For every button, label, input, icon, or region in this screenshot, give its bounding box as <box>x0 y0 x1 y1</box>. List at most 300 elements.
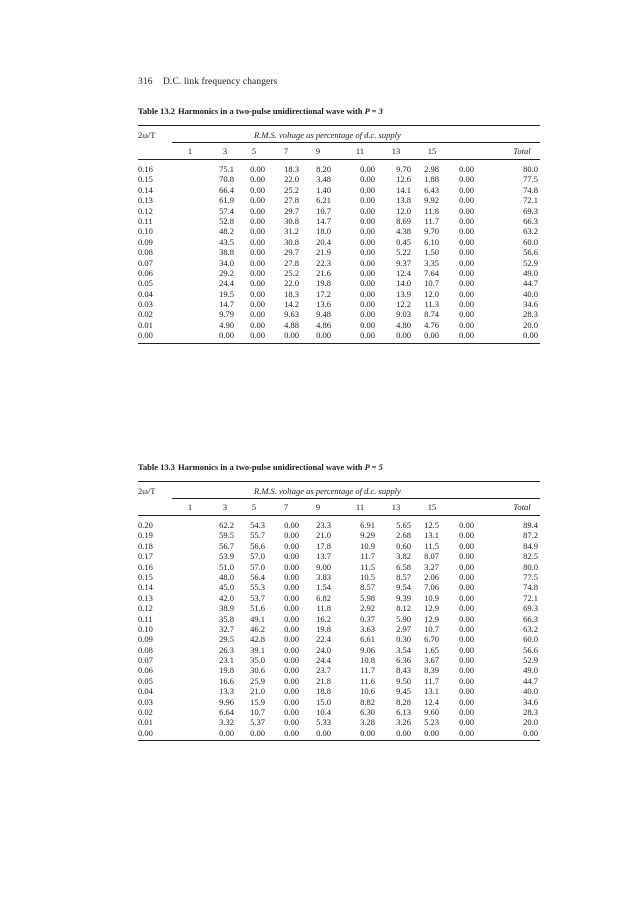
table-cell: 11.8 <box>316 603 331 614</box>
table-cell: 0.00 <box>316 330 331 341</box>
table-cell: 12.4 <box>424 696 439 707</box>
row-key-cell: 0.16 <box>138 561 153 572</box>
row-key-cell: 0.20 <box>138 520 153 530</box>
table-cell: 0.00 <box>284 582 299 593</box>
table-cell: 12.9 <box>424 613 439 624</box>
table-cell: 13.7 <box>316 551 331 562</box>
table-cell: 0.00 <box>284 592 299 603</box>
table-cell: 5.33 <box>316 717 331 728</box>
table-cell: 56.6 <box>523 247 538 258</box>
table-cell: 4.88 <box>284 319 299 330</box>
caption-text: Harmonics in a two-pulse unidirectional wave with <box>178 462 363 472</box>
table-cell: 0.00 <box>360 330 375 341</box>
table-cell: 60.0 <box>523 634 538 645</box>
table-cell: 13.1 <box>424 686 439 697</box>
table-cell: 0.00 <box>459 603 474 614</box>
table-cell: 57.4 <box>219 205 234 216</box>
column-header-rule <box>138 515 540 516</box>
table-cell: 87.2 <box>523 530 538 541</box>
table-cell: 61.9 <box>219 195 234 206</box>
table-cell: 82.5 <box>523 551 538 562</box>
table-cell: 0.00 <box>284 696 299 707</box>
table-cell: 0.00 <box>459 727 474 738</box>
table-cell: 38.9 <box>219 603 234 614</box>
row-key-cell: 0.04 <box>138 686 153 697</box>
table-cell: 0.00 <box>250 236 265 247</box>
table-cell: 3.82 <box>396 551 411 562</box>
table-row <box>138 614 540 624</box>
table-cell: 51.0 <box>219 561 234 572</box>
table-cell: 0.00 <box>459 634 474 645</box>
table-cell: 9.92 <box>424 195 439 206</box>
table-row <box>138 530 540 540</box>
table-cell: 0.00 <box>523 727 538 738</box>
table-cell: 0.00 <box>459 174 474 185</box>
table-cell: 9.37 <box>396 257 411 268</box>
table-cell: 5.22 <box>396 247 411 258</box>
table-cell: 22.3 <box>316 257 331 268</box>
table-cell: 12.5 <box>424 520 439 530</box>
row-key-cell: 0.10 <box>138 226 153 237</box>
table-cell: 66.3 <box>523 613 538 624</box>
table-cell: 0.00 <box>250 205 265 216</box>
table-cell: 4.76 <box>424 319 439 330</box>
table-cell: 0.00 <box>360 184 375 195</box>
table-cell: 0.00 <box>284 540 299 551</box>
table-cell: 53.9 <box>219 551 234 562</box>
column-header: 3 <box>222 502 228 512</box>
table-cell: 34.6 <box>523 696 538 707</box>
table-cell: 0.00 <box>284 561 299 572</box>
table-cell: 24.4 <box>316 655 331 666</box>
table-cell: 6.10 <box>424 236 439 247</box>
table-cell: 31.2 <box>284 226 299 237</box>
table-cell: 3.32 <box>219 717 234 728</box>
table-cell: 62.2 <box>219 520 234 530</box>
table-row <box>138 707 540 717</box>
table-cell: 69.3 <box>523 603 538 614</box>
spanning-column-title: R.M.S. voltage as percentage of d.c. supply <box>254 130 401 140</box>
table-cell: 10.7 <box>424 623 439 634</box>
table-cell: 11.7 <box>360 551 375 562</box>
table-row <box>138 665 540 675</box>
table-cell: 0.00 <box>396 727 411 738</box>
running-title: D.C. link frequency changers <box>163 77 278 87</box>
table-row <box>138 634 540 644</box>
table-cell: 80.0 <box>523 561 538 572</box>
table-cell: 5.65 <box>396 520 411 530</box>
table-cell: 0.00 <box>250 278 265 289</box>
table-cell: 54.3 <box>250 520 265 530</box>
table-cell: 0.00 <box>459 561 474 572</box>
table-cell: 75.1 <box>219 164 234 174</box>
table-cell: 0.00 <box>360 319 375 330</box>
table-cell: 10.7 <box>424 278 439 289</box>
table-cell: 2.68 <box>396 530 411 541</box>
table-cell: 18.0 <box>316 226 331 237</box>
table-cell: 6.82 <box>316 592 331 603</box>
table-body <box>138 164 540 341</box>
table-cell: 0.00 <box>459 623 474 634</box>
table-cell: 0.00 <box>250 174 265 185</box>
column-header: Total <box>513 146 531 156</box>
table-cell: 0.00 <box>360 309 375 320</box>
row-key-cell: 0.15 <box>138 571 153 582</box>
table-cell: 0.00 <box>360 236 375 247</box>
table-row <box>138 268 540 278</box>
table-cell: 0.45 <box>396 236 411 247</box>
table-cell: 22.0 <box>284 174 299 185</box>
table-cell: 29.2 <box>219 267 234 278</box>
column-header-rule <box>138 159 540 160</box>
table-cell: 28.3 <box>523 309 538 320</box>
row-key-cell: 0.02 <box>138 707 153 718</box>
table-cell: 0.00 <box>250 299 265 310</box>
column-header: Total <box>513 502 531 512</box>
table-cell: 12.9 <box>424 603 439 614</box>
table-cell: 8.20 <box>316 164 331 174</box>
table-cell: 3.54 <box>396 644 411 655</box>
table-cell: 3.48 <box>316 174 331 185</box>
table-cell: 14.1 <box>396 184 411 195</box>
table-cell: 0.00 <box>250 195 265 206</box>
row-key-cell: 0.16 <box>138 164 153 174</box>
table-cell: 53.7 <box>250 592 265 603</box>
table-cell: 2.92 <box>360 603 375 614</box>
table-cell: 35.8 <box>219 613 234 624</box>
table-cell: 8.28 <box>396 696 411 707</box>
table-cell: 9.79 <box>219 309 234 320</box>
table-13-2 <box>138 106 540 344</box>
table-cell: 19.8 <box>316 278 331 289</box>
table-cell: 13.8 <box>396 195 411 206</box>
row-key-cell: 0.01 <box>138 319 153 330</box>
table-cell: 0.00 <box>250 226 265 237</box>
table-cell: 0.00 <box>250 247 265 258</box>
column-header: 11 <box>355 146 365 156</box>
table-cell: 8.74 <box>424 309 439 320</box>
spanning-column-title: R.M.S. voltage as percentage of d.c. supply <box>254 486 401 496</box>
table-row <box>138 289 540 299</box>
table-cell: 56.4 <box>250 571 265 582</box>
column-header: 15 <box>427 146 437 156</box>
table-cell: 0.00 <box>284 330 299 341</box>
row-key-cell: 0.11 <box>138 215 153 226</box>
table-cell: 72.1 <box>523 195 538 206</box>
table-row <box>138 562 540 572</box>
table-cell: 74.8 <box>523 184 538 195</box>
table-cell: 77.5 <box>523 571 538 582</box>
table-cell: 9.60 <box>424 707 439 718</box>
table-cell: 11.3 <box>424 299 439 310</box>
table-cell: 24.4 <box>219 278 234 289</box>
table-cell: 9.54 <box>396 582 411 593</box>
table-row <box>138 572 540 582</box>
table-cell: 0.00 <box>360 215 375 226</box>
table-cell: 48.2 <box>219 226 234 237</box>
table-cell: 0.00 <box>459 195 474 206</box>
table-cell: 29.7 <box>284 247 299 258</box>
column-header: 3 <box>222 146 228 156</box>
table-cell: 3.26 <box>396 717 411 728</box>
table-cell: 27.8 <box>284 257 299 268</box>
table-cell: 7.06 <box>424 582 439 593</box>
table-cell: 5.37 <box>250 717 265 728</box>
table-cell: 1.50 <box>424 247 439 258</box>
table-cell: 11.7 <box>360 665 375 676</box>
table-cell: 8.57 <box>360 582 375 593</box>
table-cell: 11.8 <box>424 205 439 216</box>
table-cell: 0.00 <box>459 540 474 551</box>
row-key-cell: 0.09 <box>138 236 153 247</box>
table-cell: 0.00 <box>284 634 299 645</box>
row-key-cell: 0.12 <box>138 603 153 614</box>
page-number: 316 <box>138 77 153 87</box>
table-caption <box>138 462 540 472</box>
table-row <box>138 320 540 330</box>
table-cell: 23.1 <box>219 655 234 666</box>
table-cell: 32.7 <box>219 623 234 634</box>
page-header <box>138 77 277 87</box>
table-cell: 12.0 <box>424 288 439 299</box>
table-row <box>138 603 540 613</box>
table-cell: 12.4 <box>396 267 411 278</box>
table-cell: 18.3 <box>284 288 299 299</box>
table-cell: 0.60 <box>396 540 411 551</box>
row-key-cell: 0.11 <box>138 613 153 624</box>
table-cell: 2.98 <box>424 164 439 174</box>
table-cell: 10.6 <box>360 686 375 697</box>
row-key-cell: 0.14 <box>138 184 153 195</box>
table-cell: 0.00 <box>284 520 299 530</box>
table-cell: 25.2 <box>284 267 299 278</box>
table-cell: 69.3 <box>523 205 538 216</box>
table-cell: 0.00 <box>459 330 474 341</box>
table-cell: 0.00 <box>360 299 375 310</box>
table-cell: 23.7 <box>316 665 331 676</box>
table-cell: 0.00 <box>250 184 265 195</box>
table-row <box>138 697 540 707</box>
table-cell: 49.0 <box>523 665 538 676</box>
table-cell: 7.64 <box>424 267 439 278</box>
table-cell: 8.57 <box>396 571 411 582</box>
table-cell: 0.00 <box>459 267 474 278</box>
table-cell: 0.00 <box>459 215 474 226</box>
table-cell: 60.0 <box>523 236 538 247</box>
table-row <box>138 676 540 686</box>
table-cell: 80.0 <box>523 164 538 174</box>
table-cell: 70.8 <box>219 174 234 185</box>
row-variable-header: 2ω/T <box>138 130 156 140</box>
table-cell: 0.00 <box>424 727 439 738</box>
table-cell: 0.00 <box>459 520 474 530</box>
table-cell: 0.37 <box>360 613 375 624</box>
table-cell: 9.03 <box>396 309 411 320</box>
table-cell: 20.4 <box>316 236 331 247</box>
table-cell: 15.0 <box>316 696 331 707</box>
table-cell: 0.00 <box>284 686 299 697</box>
table-cell: 21.0 <box>316 530 331 541</box>
table-row <box>138 258 540 268</box>
table-cell: 56.6 <box>250 540 265 551</box>
table-cell: 19.8 <box>316 623 331 634</box>
table-cell: 74.8 <box>523 582 538 593</box>
table-cell: 0.00 <box>360 164 375 174</box>
column-header: 11 <box>355 502 365 512</box>
table-cell: 0.00 <box>360 195 375 206</box>
table-cell: 18.3 <box>284 164 299 174</box>
table-cell: 0.00 <box>459 551 474 562</box>
row-key-cell: 0.10 <box>138 623 153 634</box>
table-cell: 1.40 <box>316 184 331 195</box>
table-cell: 43.5 <box>219 236 234 247</box>
table-cell: 6.61 <box>360 634 375 645</box>
table-body <box>138 520 540 738</box>
table-bottom-rule <box>138 343 540 344</box>
table-cell: 0.00 <box>360 727 375 738</box>
table-cell: 0.00 <box>459 707 474 718</box>
table-cell: 10.7 <box>316 205 331 216</box>
table-cell: 0.00 <box>459 226 474 237</box>
table-cell: 0.00 <box>459 717 474 728</box>
column-header: 9 <box>315 502 321 512</box>
caption-label: Table 13.2 <box>138 106 176 116</box>
table-cell: 0.00 <box>360 226 375 237</box>
table-cell: 9.45 <box>396 686 411 697</box>
table-cell: 19.5 <box>219 288 234 299</box>
table-cell: 12.2 <box>396 299 411 310</box>
table-cell: 0.00 <box>250 267 265 278</box>
table-cell: 11.7 <box>424 215 439 226</box>
table-cell: 44.7 <box>523 675 538 686</box>
table-cell: 0.00 <box>284 655 299 666</box>
column-header: 7 <box>283 502 289 512</box>
row-key-cell: 0.09 <box>138 634 153 645</box>
table-cell: 0.00 <box>250 309 265 320</box>
table-cell: 0.00 <box>459 655 474 666</box>
table-cell: 0.00 <box>284 675 299 686</box>
table-row <box>138 551 540 561</box>
row-key-cell: 0.03 <box>138 299 153 310</box>
table-cell: 0.00 <box>459 665 474 676</box>
table-row <box>138 216 540 226</box>
table-cell: 21.8 <box>316 675 331 686</box>
table-cell: 0.00 <box>459 571 474 582</box>
table-cell: 0.00 <box>284 717 299 728</box>
table-cell: 0.00 <box>459 309 474 320</box>
table-cell: 8.12 <box>396 603 411 614</box>
table-cell: 0.00 <box>284 613 299 624</box>
table-row <box>138 624 540 634</box>
table-cell: 10.8 <box>360 655 375 666</box>
table-cell: 9.48 <box>316 309 331 320</box>
table-cell: 0.00 <box>250 330 265 341</box>
table-cell: 9.70 <box>396 164 411 174</box>
table-cell: 6.58 <box>396 561 411 572</box>
table-cell: 89.4 <box>523 520 538 530</box>
column-header: 1 <box>187 146 193 156</box>
table-cell: 16.6 <box>219 675 234 686</box>
table-cell: 0.00 <box>284 644 299 655</box>
row-key-cell: 0.13 <box>138 592 153 603</box>
table-bottom-rule <box>138 740 540 741</box>
table-cell: 9.63 <box>284 309 299 320</box>
table-cell: 66.3 <box>523 215 538 226</box>
column-header: 1 <box>187 502 193 512</box>
table-cell: 0.00 <box>250 319 265 330</box>
table-cell: 0.00 <box>250 215 265 226</box>
table-cell: 9.96 <box>219 696 234 707</box>
row-key-cell: 0.04 <box>138 288 153 299</box>
table-cell: 17.8 <box>316 540 331 551</box>
column-header: 5 <box>251 146 257 156</box>
table-cell: 0.00 <box>316 727 331 738</box>
row-key-cell: 0.00 <box>138 330 153 341</box>
table-cell: 0.30 <box>396 634 411 645</box>
table-row <box>138 174 540 184</box>
table-cell: 1.88 <box>424 174 439 185</box>
table-cell: 30.8 <box>284 215 299 226</box>
table-cell: 84.9 <box>523 540 538 551</box>
table-row <box>138 247 540 257</box>
row-key-cell: 0.03 <box>138 696 153 707</box>
table-cell: 17.2 <box>316 288 331 299</box>
row-key-cell: 0.01 <box>138 717 153 728</box>
table-cell: 3.83 <box>316 571 331 582</box>
table-cell: 30.8 <box>284 236 299 247</box>
table-row <box>138 237 540 247</box>
table-cell: 0.00 <box>459 247 474 258</box>
table-cell: 6.21 <box>316 195 331 206</box>
row-key-cell: 0.08 <box>138 247 153 258</box>
table-cell: 0.00 <box>459 530 474 541</box>
table-cell: 0.00 <box>459 582 474 593</box>
table-cell: 0.00 <box>459 164 474 174</box>
caption-param: P = 5 <box>364 462 383 472</box>
column-header: 13 <box>391 146 401 156</box>
table-cell: 21.6 <box>316 267 331 278</box>
table-cell: 0.00 <box>459 236 474 247</box>
table-cell: 0.00 <box>459 205 474 216</box>
table-cell: 0.00 <box>459 278 474 289</box>
column-header: 13 <box>391 502 401 512</box>
table-cell: 24.0 <box>316 644 331 655</box>
row-variable-header: 2ω/T <box>138 486 156 496</box>
table-row <box>138 195 540 205</box>
table-cell: 0.00 <box>459 686 474 697</box>
table-cell: 0.00 <box>459 288 474 299</box>
table-cell: 13.3 <box>219 686 234 697</box>
table-cell: 0.00 <box>459 696 474 707</box>
table-cell: 0.00 <box>459 319 474 330</box>
table-row <box>138 309 540 319</box>
table-cell: 8.69 <box>396 215 411 226</box>
table-cell: 16.2 <box>316 613 331 624</box>
table-cell: 0.00 <box>360 278 375 289</box>
table-cell: 11.5 <box>360 561 375 572</box>
row-key-cell: 0.05 <box>138 278 153 289</box>
table-cell: 72.1 <box>523 592 538 603</box>
table-cell: 0.00 <box>360 247 375 258</box>
table-cell: 0.00 <box>284 551 299 562</box>
table-cell: 63.2 <box>523 623 538 634</box>
table-header-row <box>138 482 540 498</box>
table-cell: 14.7 <box>219 299 234 310</box>
table-cell: 14.2 <box>284 299 299 310</box>
table-cell: 2.06 <box>424 571 439 582</box>
row-key-cell: 0.06 <box>138 665 153 676</box>
table-cell: 0.00 <box>360 267 375 278</box>
